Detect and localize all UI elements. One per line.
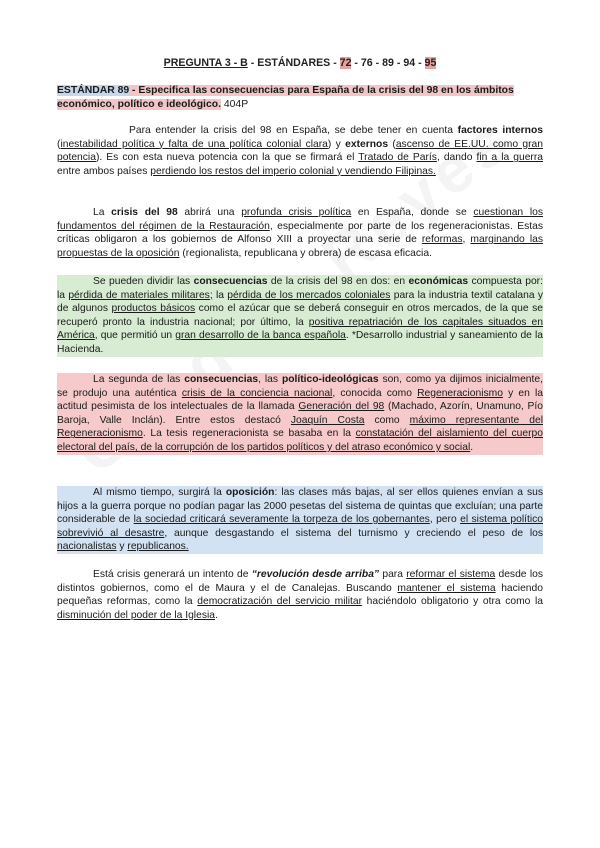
title-separator: - <box>247 57 258 69</box>
text: compuesta por: la <box>57 276 543 301</box>
bold-term: factores internos <box>457 125 543 136</box>
text: , <box>462 234 471 246</box>
bold-term: externos <box>345 138 389 150</box>
text: La <box>93 207 112 218</box>
text: , dando <box>436 152 477 164</box>
text: Se pueden dividir las <box>93 276 194 287</box>
bold-term: consecuencias <box>184 374 259 385</box>
standard-code: 404P <box>220 99 249 110</box>
underlined-phrase: perdiendo los restos del imperio colonial y vendiendo Filipinas. <box>150 165 436 177</box>
paragraph-causes <box>57 124 543 178</box>
underlined-phrase: nacionalistas <box>57 541 117 553</box>
text: , que permitió un <box>94 330 176 342</box>
underlined-phrase: democratización del servicio militar <box>197 596 363 608</box>
title-number-72: 72 <box>339 57 352 69</box>
underlined-phrase: máximo representante del Regeneracionismo <box>57 414 543 440</box>
underlined-phrase: mantener el sistema <box>397 582 496 594</box>
text: desde los distintos gobiernos, como el de Maura y el de Canalejas. Buscando <box>57 569 543 594</box>
underlined-phrase: fin a la guerra <box>476 152 544 164</box>
text: abrirá una <box>177 207 242 218</box>
underlined-phrase: pérdida de los mercados coloniales <box>227 289 391 301</box>
quoted-term: “revolución desde arriba” <box>251 569 380 580</box>
paragraph-economic-consequences <box>57 275 543 357</box>
text: de la crisis del 98 en dos: en <box>267 276 409 287</box>
bold-term: económicas <box>408 276 469 287</box>
text: para <box>379 569 407 580</box>
underlined-phrase: ascenso de EE.UU. como gran potencia <box>57 138 543 164</box>
title-number-89: 89 <box>382 57 394 69</box>
text: entre ambos países <box>57 165 151 177</box>
text: Está crisis generará un intento de <box>93 569 252 580</box>
underlined-phrase: reformas <box>421 234 463 246</box>
bold-term: oposición <box>225 487 275 498</box>
text: haciendo pequeñas reformas, como la <box>57 582 543 608</box>
text: , conocida como <box>332 387 418 399</box>
text: . La tesis regeneracionista se basaba en la <box>142 428 356 440</box>
title-number-76: 76 <box>360 57 373 69</box>
underlined-phrase: Tratado de París <box>358 152 437 164</box>
paragraph-political-ideological-consequences <box>57 373 543 455</box>
underlined-phrase: pérdida de materiales militares; <box>68 289 213 301</box>
underlined-phrase: disminución del poder de la Iglesia <box>57 609 215 621</box>
underlined-phrase: crisis de la conciencia nacional <box>181 387 333 399</box>
text: , las <box>258 374 282 385</box>
text: Para entender la crisis del 98 en España, se debe tener en cuenta <box>129 125 458 136</box>
underlined-phrase: marginando las propuestas de la oposición <box>57 234 543 259</box>
text: ). Es con esta nueva potencia con la que se firmará el <box>95 152 359 164</box>
underlined-phrase: el sistema político sobrevivió al desastre <box>57 514 543 539</box>
text: como el azúcar que se deberá conseguir en otros mercados, de la que se recuperó pronto la industria nacional; por último, la <box>57 303 543 328</box>
underlined-phrase: productos básicos <box>111 303 196 315</box>
text: (Machado, Azorín, Unamuno, Pío Baroja, Valle Inclán). Entre estos destacó <box>57 401 544 426</box>
text: ) y <box>327 138 346 150</box>
question-title <box>0 57 600 69</box>
underlined-phrase: positiva repatriación de los capitales situados en América <box>57 316 543 342</box>
title-separator: - <box>415 57 425 69</box>
bold-term: crisis del 98 <box>111 207 178 218</box>
text: Al mismo tiempo, surgirá la <box>93 487 226 498</box>
paragraph-opposition <box>57 486 543 554</box>
text: . <box>214 609 218 621</box>
underlined-phrase: la sociedad criticará severamente la torpeza de los gobernantes <box>133 514 430 526</box>
paragraph-political-crisis <box>57 206 543 260</box>
underlined-phrase: Generación del 98 <box>298 401 385 413</box>
text: : las clases más bajas, al ser ellos quienes envían a sus hijos a la guerra porque no podían pagar las 2000 pesetas del sistema de quintas que excluían; una parte considerable de <box>57 487 543 526</box>
underlined-phrase: gran desarrollo de la banca española <box>175 330 346 342</box>
text: ( <box>388 138 396 150</box>
title-separator: - <box>351 57 361 69</box>
text: como <box>364 414 410 426</box>
text: son, como ya dijimos inicialmente, se produjo una auténtica <box>57 374 543 399</box>
standard-label: ESTÁNDAR 89 <box>57 85 130 96</box>
standard-heading <box>57 84 543 112</box>
title-number-95: 95 <box>424 57 437 69</box>
standard-statement: - Especifica las consecuencias para España de la crisis del 98 en los ámbitos económico, político e ideológico. <box>57 85 514 110</box>
underlined-phrase: Regeneracionismo <box>417 387 503 399</box>
underlined-phrase: inestabilidad política y falta de una política colonial clara <box>60 138 328 150</box>
text: ( <box>57 138 61 150</box>
text: , pero <box>429 514 461 526</box>
text: en España, donde se <box>351 207 474 218</box>
underlined-phrase: republicanos. <box>127 541 189 553</box>
text: . *Desarrollo industrial y saneamiento de la Hacienda. <box>57 330 544 355</box>
text: para la industria textil catalana y de algunos <box>57 289 543 315</box>
text: , aunque desgastando el sistema del turnismo y creciendo el peso de los <box>164 527 543 539</box>
underlined-phrase: Joaquín Costa <box>290 414 365 426</box>
text: La segunda de las <box>93 374 185 385</box>
text: haciéndolo obligatorio y otra como la <box>362 596 543 608</box>
text: , especialmente por parte de los regeneracionistas. Estas críticas obligaron a los gobiernos de Alfonso XIII a proyectar una serie de <box>57 220 543 246</box>
paragraph-revolution-from-above <box>57 568 543 622</box>
underlined-phrase: profunda crisis política <box>241 207 352 218</box>
bold-term: político-ideológicas <box>281 374 379 385</box>
title-separator: - <box>330 57 340 69</box>
title-separator: - <box>393 57 404 69</box>
underlined-phrase: reformar el sistema <box>406 569 496 580</box>
text: y en la actitud pesimista de los intelectuales de la llamada <box>57 387 544 413</box>
text: . <box>470 441 474 453</box>
title-separator: - <box>372 57 383 69</box>
bold-term: consecuencias <box>193 276 268 287</box>
underlined-phrase: constatación del aislamiento del cuerpo electoral del país, de la corrupción de los partidos políticos y del atraso económico y social <box>57 428 543 453</box>
title-estandares: ESTÁNDARES <box>257 57 331 69</box>
text: y <box>116 541 128 553</box>
title-number-94: 94 <box>403 57 416 69</box>
underlined-phrase: cuestionan los fundamentos del régimen de la Restauración <box>57 207 543 232</box>
text: la <box>212 289 228 301</box>
text: (regionalista, republicana y obrera) de escasa eficacia. <box>179 247 432 259</box>
title-pregunta: PREGUNTA 3 - B <box>163 57 248 69</box>
